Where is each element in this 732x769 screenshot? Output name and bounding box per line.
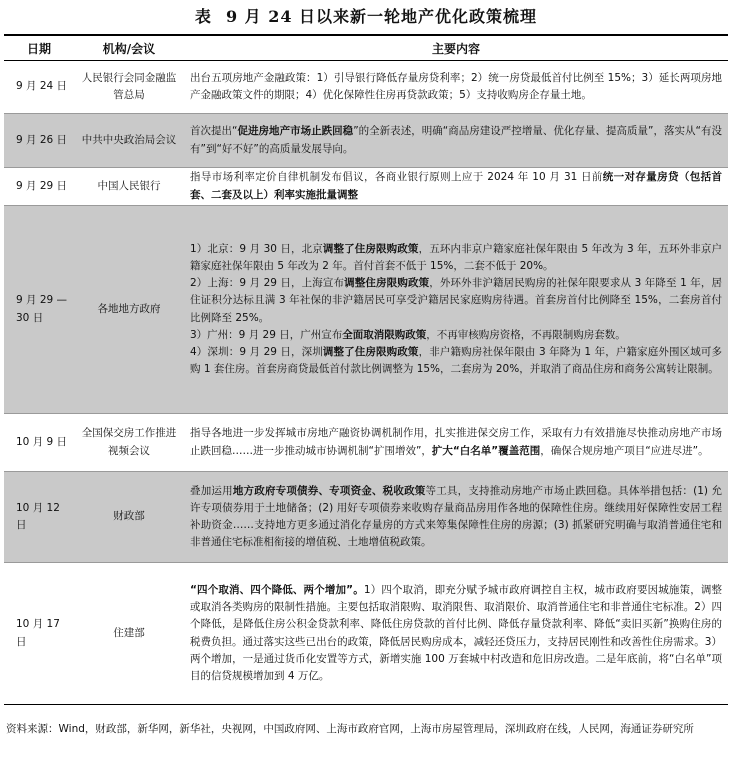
content-paragraph — [190, 123, 722, 157]
content-paragraph — [190, 70, 722, 104]
content-segment: 首次提出“ — [190, 125, 238, 138]
content-segment: 3）广州：9 月 29 日，广州宣布 — [190, 328, 343, 341]
row-org: 各地地方政府 — [74, 206, 184, 414]
row-content — [184, 563, 728, 705]
content-bold-segment: 统一对存量房贷（包括首套、二套及以上）利率实施批量调整 — [190, 171, 723, 201]
content-bold-segment: 调整了住房限购政策 — [322, 345, 419, 358]
row-org: 中国人民银行 — [74, 168, 184, 206]
content-segment: ，五环内非京户籍家庭社保年限由 5 年改为 3 年，五环外非京户籍家庭社保年限由 5 年改为 2 年。首付首套不低于 15%，二套不低于 20%。 — [190, 242, 722, 272]
content-segment: 1）北京：9 月 30 日，北京 — [190, 242, 323, 255]
content-segment: 等工具，支持推动房地产市场止跌回稳。具体举措包括：(1) 允许专项债券用于土地储备；(2) 用好专项债券来收购存量商品房用作各地的保障性住房。继续用好保障性安居工程补助资金……支持地方更多通过消化存量房的方式来筹集保障性住房的房源；(3) 抓紧研究明确与取消普通住宅和非普通住宅标准相衔接的增值税、土地增值税政策。 — [190, 484, 723, 549]
row-content — [184, 206, 728, 414]
content-bold-segment: 全面取消限购政策 — [342, 328, 427, 341]
content-segment: ，非户籍购房社保年限由 3 年降为 1 年，户籍家庭外围区域可多购 1 套住房。首套房商贷最低首付款比例调整为 15%，二套房为 20%，并取消了商品住房和商务公寓转让限制。 — [190, 345, 722, 376]
content-segment: 指导各地进一步发挥城市房地产融资协调机制作用，扎实推进保交房工作，采取有力有效措施尽快推动房地产市场止跌回稳……进一步推动城市协调机制“扩围增效”， — [190, 427, 722, 457]
table-title-text: 9 月 24 日以来新一轮地产优化政策梳理 — [225, 7, 538, 26]
content-segment: ，外环外非沪籍居民购房的社保年限要求从 3 年降至 1 年，居住证积分达标且满 3 年社保的非沪籍居民可享受沪籍居民家庭购房待遇。首套房首付比例降至 15%，二套房首付比例降至 25%。 — [190, 277, 723, 324]
row-content — [184, 114, 728, 168]
table-title-prefix: 表 — [194, 7, 212, 26]
row-date: 9 月 24 日 — [4, 61, 74, 114]
header-content: 主要内容 — [184, 35, 728, 61]
row-date: 10 月 17 日 — [4, 563, 74, 705]
content-paragraph — [190, 169, 722, 203]
content-segment: ”的全新表述，明确“商品房建设严控增量、优化存量、提高质量”，落实从“有没有”到“好不好”的高质量发展导向。 — [190, 125, 722, 155]
row-org: 全国保交房工作推进视频会议 — [74, 414, 184, 472]
content-paragraph — [190, 241, 722, 275]
row-org: 中共中央政治局会议 — [74, 114, 184, 168]
content-bold-segment: 促进房地产市场止跌回稳 — [237, 125, 354, 138]
content-segment: 4）深圳：9 月 29 日，深圳 — [190, 345, 323, 358]
table-row — [4, 114, 728, 168]
row-org: 财政部 — [74, 472, 184, 563]
header-date: 日期 — [4, 35, 74, 61]
content-segment: 叠加运用 — [190, 484, 233, 497]
row-content — [184, 61, 728, 114]
table-row — [4, 168, 728, 206]
row-content — [184, 414, 728, 472]
row-org: 住建部 — [74, 563, 184, 705]
content-paragraph — [190, 275, 722, 327]
row-date: 10 月 12 日 — [4, 472, 74, 563]
row-date: 9 月 26 日 — [4, 114, 74, 168]
row-date: 9 月 29 — 30 日 — [4, 206, 74, 414]
content-paragraph — [190, 483, 722, 552]
row-org: 人民银行会同金融监管总局 — [74, 61, 184, 114]
content-paragraph — [190, 582, 722, 685]
row-date: 10 月 9 日 — [4, 414, 74, 472]
content-bold-segment: “四个取消、四个降低、两个增加”。 — [190, 583, 364, 596]
content-paragraph — [190, 327, 722, 344]
content-paragraph — [190, 344, 722, 378]
table-header-row — [4, 35, 728, 61]
table-row — [4, 563, 728, 705]
table-row — [4, 61, 728, 114]
header-org: 机构/会议 — [74, 35, 184, 61]
row-content — [184, 472, 728, 563]
content-bold-segment: 地方政府专项债券、专项资金、税收政策 — [232, 484, 426, 497]
policy-table — [4, 34, 728, 705]
source-note: 资料来源：Wind，财政部，新华网，新华社，央视网，中国政府网、上海市政府官网，上海市房屋管理局，深圳政府在线，人民网，海通证券研究所 — [6, 723, 694, 735]
content-bold-segment: 扩大“白名单”覆盖范围 — [431, 444, 541, 457]
table-row — [4, 206, 728, 414]
content-bold-segment: 调整住房限购政策 — [344, 277, 430, 290]
table-row — [4, 414, 728, 472]
content-segment: 1）四个取消，即充分赋予城市政府调控自主权，城市政府要因城施策，调整或取消各类购房的限制性措施。主要包括取消限购、取消限售、取消限价、取消普通住宅和非普通住宅标准。2）四个降低，是降低住房公积金贷款利率、降低住房贷款的首付比例、降低存量贷款利率、降低“卖旧买新”换购住房的税费负担。通过落实这些已出台的政策，降低居民购房成本，减轻还贷压力，支持居民刚性和改善性住房需求。3）两个增加，一是通过货币化安置等方式，新增实施 100 万套城中村改造和危旧房改造。二是年底前，将“白名单”项目的信贷规模增加到 4 万亿。 — [190, 583, 722, 682]
content-segment: 出台五项房地产金融政策：1）引导银行降低存量房贷利率；2）统一房贷最低首付比例至 15%；3）延长两项房地产金融政策文件的期限；4）优化保障性住房再贷款政策；5）支持收购房企存量土地。 — [190, 71, 722, 101]
table-row — [4, 472, 728, 563]
content-segment: ，不再审核购房资格，不再限制购房套数。 — [426, 328, 626, 341]
table-title — [0, 4, 732, 32]
row-content — [184, 168, 728, 206]
content-segment: ，确保合规房地产项目“应进尽进”。 — [540, 444, 709, 457]
content-segment: 指导市场利率定价自律机制发布倡议，各商业银行原则上应于 2024 年 10 月 31 日前 — [190, 171, 603, 184]
content-segment: 2）上海：9 月 29 日，上海宣布 — [190, 277, 345, 290]
content-paragraph — [190, 425, 722, 459]
row-date: 9 月 29 日 — [4, 168, 74, 206]
content-bold-segment: 调整了住房限购政策 — [322, 242, 419, 255]
